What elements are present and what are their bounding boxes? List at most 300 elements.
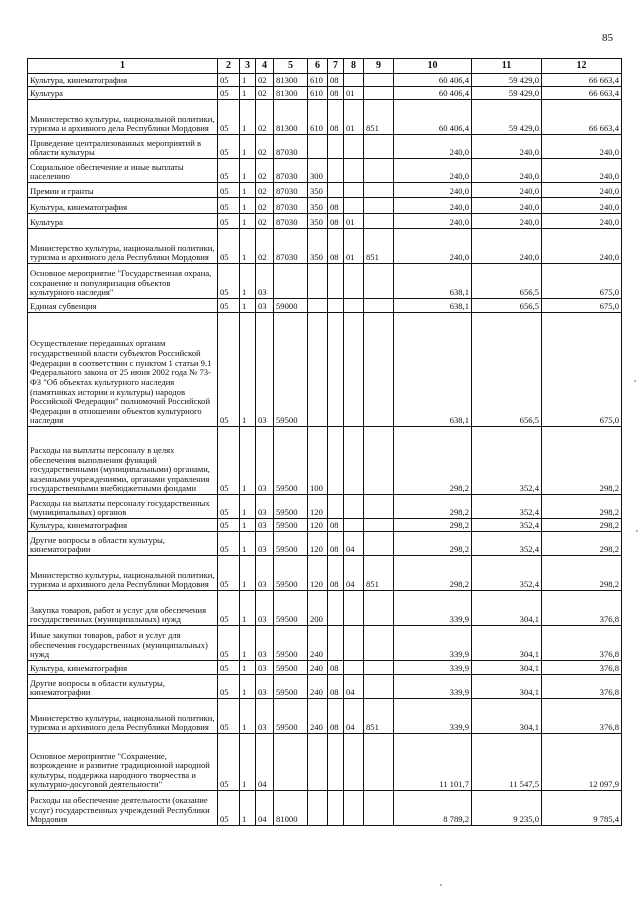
code-cell xyxy=(364,313,394,427)
code-cell xyxy=(328,427,344,495)
row-name-cell: Министерство культуры, национальной политики, туризма и архивного дела Республики Мордовия xyxy=(28,229,218,264)
table-row xyxy=(28,427,622,495)
amount-cell: 376,8 xyxy=(542,661,622,675)
amount-cell: 59 429,0 xyxy=(472,100,542,135)
code-cell xyxy=(364,661,394,675)
table-row xyxy=(28,159,622,183)
code-cell: 1 xyxy=(240,519,256,532)
code-cell xyxy=(364,626,394,661)
row-name-cell: Основное мероприятие "Сохранение, возрождение и развитие традиционной народной культуры, поддержка народного творчества и культурно-досуговой деятельности" xyxy=(28,734,218,791)
code-cell xyxy=(328,159,344,183)
code-cell: 02 xyxy=(256,159,274,183)
amount-cell: 298,2 xyxy=(542,556,622,591)
row-name-cell: Культура, кинематография xyxy=(28,661,218,675)
code-cell: 350 xyxy=(308,214,328,229)
code-cell: 03 xyxy=(256,556,274,591)
code-cell xyxy=(328,313,344,427)
table-row xyxy=(28,661,622,675)
code-cell: 08 xyxy=(328,532,344,556)
code-cell: 851 xyxy=(364,556,394,591)
amount-cell: 66 663,4 xyxy=(542,87,622,100)
code-cell: 1 xyxy=(240,214,256,229)
table-row xyxy=(28,699,622,734)
code-cell: 05 xyxy=(218,198,240,214)
amount-cell: 60 406,4 xyxy=(394,87,472,100)
row-name-cell: Расходы на выплаты персоналу государственных (муниципальных) органов xyxy=(28,495,218,519)
amount-cell: 240,0 xyxy=(472,214,542,229)
column-header: 6 xyxy=(308,59,328,74)
code-cell: 08 xyxy=(328,519,344,532)
row-name-cell: Министерство культуры, национальной политики, туризма и архивного дела Республики Мордовия xyxy=(28,100,218,135)
code-cell: 05 xyxy=(218,699,240,734)
scan-speck xyxy=(440,884,442,886)
code-cell xyxy=(364,183,394,198)
code-cell xyxy=(344,519,364,532)
table-row xyxy=(28,734,622,791)
amount-cell: 376,8 xyxy=(542,626,622,661)
code-cell: 05 xyxy=(218,532,240,556)
code-cell: 1 xyxy=(240,183,256,198)
amount-cell: 339,9 xyxy=(394,626,472,661)
amount-cell: 675,0 xyxy=(542,313,622,427)
code-cell: 851 xyxy=(364,229,394,264)
table-row xyxy=(28,791,622,826)
code-cell xyxy=(344,661,364,675)
code-cell xyxy=(344,299,364,313)
row-name-cell: Культура xyxy=(28,214,218,229)
code-cell xyxy=(344,313,364,427)
row-name-cell: Другие вопросы в области культуры, кинематографии xyxy=(28,532,218,556)
code-cell: 87030 xyxy=(274,135,308,159)
table-row xyxy=(28,626,622,661)
code-cell: 59500 xyxy=(274,661,308,675)
table-row xyxy=(28,229,622,264)
table-row xyxy=(28,198,622,214)
code-cell: 08 xyxy=(328,699,344,734)
code-cell: 05 xyxy=(218,734,240,791)
code-cell: 02 xyxy=(256,214,274,229)
row-name-cell: Культура xyxy=(28,87,218,100)
column-header: 5 xyxy=(274,59,308,74)
code-cell: 08 xyxy=(328,87,344,100)
code-cell: 01 xyxy=(344,214,364,229)
amount-cell: 352,4 xyxy=(472,519,542,532)
code-cell: 05 xyxy=(218,87,240,100)
code-cell: 81300 xyxy=(274,100,308,135)
amount-cell: 240,0 xyxy=(542,198,622,214)
code-cell: 1 xyxy=(240,556,256,591)
amount-cell: 339,9 xyxy=(394,699,472,734)
code-cell: 200 xyxy=(308,591,328,626)
row-name-cell: Социальное обеспечение и иные выплаты населению xyxy=(28,159,218,183)
amount-cell: 339,9 xyxy=(394,661,472,675)
code-cell: 1 xyxy=(240,734,256,791)
code-cell: 03 xyxy=(256,427,274,495)
code-cell: 851 xyxy=(364,100,394,135)
row-name-cell: Другие вопросы в области культуры, кинематографии xyxy=(28,675,218,699)
budget-table xyxy=(27,58,622,826)
code-cell: 59500 xyxy=(274,313,308,427)
row-name-cell: Расходы на обеспечение деятельности (оказание услуг) государственных учреждений Республики Мордовия xyxy=(28,791,218,826)
code-cell: 03 xyxy=(256,661,274,675)
code-cell: 05 xyxy=(218,74,240,87)
code-cell: 59500 xyxy=(274,495,308,519)
table-row xyxy=(28,675,622,699)
code-cell: 59500 xyxy=(274,626,308,661)
code-cell: 03 xyxy=(256,495,274,519)
code-cell xyxy=(328,183,344,198)
code-cell: 300 xyxy=(308,159,328,183)
code-cell: 1 xyxy=(240,229,256,264)
amount-cell: 240,0 xyxy=(472,198,542,214)
amount-cell: 638,1 xyxy=(394,313,472,427)
code-cell: 08 xyxy=(328,214,344,229)
table-row xyxy=(28,495,622,519)
code-cell xyxy=(308,135,328,159)
amount-cell: 376,8 xyxy=(542,675,622,699)
code-cell xyxy=(344,591,364,626)
table-row xyxy=(28,214,622,229)
row-name-cell: Культура, кинематография xyxy=(28,74,218,87)
code-cell xyxy=(364,734,394,791)
amount-cell: 304,1 xyxy=(472,591,542,626)
code-cell: 05 xyxy=(218,264,240,299)
code-cell: 01 xyxy=(344,100,364,135)
amount-cell: 240,0 xyxy=(542,183,622,198)
amount-cell: 59 429,0 xyxy=(472,87,542,100)
code-cell xyxy=(364,427,394,495)
code-cell: 59500 xyxy=(274,699,308,734)
code-cell: 03 xyxy=(256,532,274,556)
code-cell: 05 xyxy=(218,427,240,495)
row-name-cell: Осуществление переданных органам государственной власти субъектов Российской Федерации в соответствии с пунктом 1 статьи 9.1 Федерального закона от 25 июня 2002 года № 73-ФЗ "Об объектах культурного наследия (памятниках истории и культуры) народов Российской Федерации" полномочий Российской Федерации в отношении объектов культурного наследия xyxy=(28,313,218,427)
column-header: 7 xyxy=(328,59,344,74)
code-cell: 87030 xyxy=(274,229,308,264)
table-row xyxy=(28,87,622,100)
scan-speck xyxy=(636,530,638,532)
amount-cell: 298,2 xyxy=(394,495,472,519)
amount-cell: 638,1 xyxy=(394,299,472,313)
code-cell: 05 xyxy=(218,591,240,626)
table-row xyxy=(28,591,622,626)
code-cell: 610 xyxy=(308,100,328,135)
code-cell: 01 xyxy=(344,87,364,100)
table-row xyxy=(28,556,622,591)
amount-cell: 11 101,7 xyxy=(394,734,472,791)
code-cell xyxy=(308,734,328,791)
code-cell xyxy=(328,495,344,519)
code-cell xyxy=(308,299,328,313)
code-cell: 05 xyxy=(218,183,240,198)
code-cell xyxy=(364,159,394,183)
amount-cell: 240,0 xyxy=(394,135,472,159)
row-name-cell: Закупка товаров, работ и услуг для обеспечения государственных (муниципальных) нужд xyxy=(28,591,218,626)
code-cell xyxy=(364,675,394,699)
amount-cell: 656,5 xyxy=(472,299,542,313)
amount-cell: 298,2 xyxy=(542,519,622,532)
code-cell: 05 xyxy=(218,495,240,519)
amount-cell: 240,0 xyxy=(472,159,542,183)
amount-cell: 240,0 xyxy=(472,229,542,264)
code-cell: 120 xyxy=(308,532,328,556)
code-cell xyxy=(364,519,394,532)
code-cell xyxy=(344,198,364,214)
code-cell: 1 xyxy=(240,135,256,159)
code-cell xyxy=(364,135,394,159)
code-cell: 05 xyxy=(218,675,240,699)
table-row xyxy=(28,135,622,159)
code-cell: 04 xyxy=(344,556,364,591)
code-cell: 04 xyxy=(256,791,274,826)
code-cell: 05 xyxy=(218,100,240,135)
amount-cell: 352,4 xyxy=(472,532,542,556)
amount-cell: 60 406,4 xyxy=(394,100,472,135)
amount-cell: 60 406,4 xyxy=(394,74,472,87)
code-cell: 1 xyxy=(240,159,256,183)
row-name-cell: Культура, кинематография xyxy=(28,198,218,214)
amount-cell: 638,1 xyxy=(394,264,472,299)
code-cell: 120 xyxy=(308,495,328,519)
amount-cell: 240,0 xyxy=(394,214,472,229)
code-cell: 1 xyxy=(240,495,256,519)
code-cell: 240 xyxy=(308,661,328,675)
column-header: 4 xyxy=(256,59,274,74)
amount-cell: 240,0 xyxy=(542,159,622,183)
code-cell: 59000 xyxy=(274,299,308,313)
code-cell: 01 xyxy=(344,229,364,264)
amount-cell: 9 235,0 xyxy=(472,791,542,826)
code-cell: 03 xyxy=(256,264,274,299)
code-cell xyxy=(344,74,364,87)
code-cell xyxy=(344,135,364,159)
amount-cell: 59 429,0 xyxy=(472,74,542,87)
code-cell: 05 xyxy=(218,214,240,229)
code-cell: 05 xyxy=(218,626,240,661)
code-cell xyxy=(364,495,394,519)
amount-cell: 9 785,4 xyxy=(542,791,622,826)
code-cell xyxy=(364,87,394,100)
amount-cell: 304,1 xyxy=(472,626,542,661)
code-cell: 02 xyxy=(256,100,274,135)
code-cell xyxy=(364,214,394,229)
code-cell xyxy=(274,264,308,299)
code-cell: 59500 xyxy=(274,519,308,532)
column-header: 12 xyxy=(542,59,622,74)
code-cell: 1 xyxy=(240,699,256,734)
amount-cell: 304,1 xyxy=(472,699,542,734)
table-row xyxy=(28,264,622,299)
row-name-cell: Проведение централизованных мероприятий в области культуры xyxy=(28,135,218,159)
code-cell: 04 xyxy=(344,699,364,734)
code-cell: 1 xyxy=(240,198,256,214)
amount-cell: 675,0 xyxy=(542,299,622,313)
code-cell: 851 xyxy=(364,699,394,734)
column-header: 1 xyxy=(28,59,218,74)
code-cell: 03 xyxy=(256,626,274,661)
code-cell xyxy=(364,74,394,87)
amount-cell: 339,9 xyxy=(394,591,472,626)
amount-cell: 240,0 xyxy=(542,214,622,229)
column-header: 2 xyxy=(218,59,240,74)
code-cell: 87030 xyxy=(274,159,308,183)
table-row xyxy=(28,532,622,556)
column-header: 8 xyxy=(344,59,364,74)
code-cell: 240 xyxy=(308,675,328,699)
amount-cell: 298,2 xyxy=(542,495,622,519)
code-cell: 1 xyxy=(240,675,256,699)
amount-cell: 656,5 xyxy=(472,264,542,299)
table-body xyxy=(28,74,622,826)
table-row xyxy=(28,299,622,313)
code-cell: 240 xyxy=(308,699,328,734)
code-cell: 02 xyxy=(256,198,274,214)
code-cell: 08 xyxy=(328,675,344,699)
code-cell: 100 xyxy=(308,427,328,495)
code-cell xyxy=(344,626,364,661)
code-cell: 120 xyxy=(308,519,328,532)
code-cell xyxy=(364,591,394,626)
code-cell: 120 xyxy=(308,556,328,591)
code-cell: 02 xyxy=(256,135,274,159)
code-cell: 04 xyxy=(256,734,274,791)
amount-cell: 240,0 xyxy=(472,135,542,159)
code-cell: 05 xyxy=(218,135,240,159)
code-cell: 1 xyxy=(240,264,256,299)
row-name-cell: Культура, кинематография xyxy=(28,519,218,532)
amount-cell: 376,8 xyxy=(542,591,622,626)
column-header: 11 xyxy=(472,59,542,74)
amount-cell: 11 547,5 xyxy=(472,734,542,791)
code-cell xyxy=(328,135,344,159)
amount-cell: 304,1 xyxy=(472,675,542,699)
code-cell: 59500 xyxy=(274,427,308,495)
code-cell xyxy=(364,299,394,313)
code-cell xyxy=(344,264,364,299)
code-cell xyxy=(308,791,328,826)
amount-cell: 339,9 xyxy=(394,675,472,699)
code-cell: 08 xyxy=(328,229,344,264)
code-cell: 05 xyxy=(218,229,240,264)
amount-cell: 298,2 xyxy=(542,532,622,556)
code-cell xyxy=(328,591,344,626)
row-name-cell: Министерство культуры, национальной политики, туризма и архивного дела Республики Мордовия xyxy=(28,556,218,591)
code-cell: 05 xyxy=(218,313,240,427)
code-cell xyxy=(344,734,364,791)
code-cell xyxy=(308,264,328,299)
row-name-cell: Единая субвенция xyxy=(28,299,218,313)
amount-cell: 12 097,9 xyxy=(542,734,622,791)
amount-cell: 240,0 xyxy=(394,159,472,183)
code-cell: 03 xyxy=(256,699,274,734)
code-cell: 87030 xyxy=(274,198,308,214)
code-cell: 81300 xyxy=(274,74,308,87)
code-cell: 350 xyxy=(308,198,328,214)
code-cell xyxy=(364,264,394,299)
amount-cell: 240,0 xyxy=(472,183,542,198)
code-cell: 05 xyxy=(218,791,240,826)
code-cell: 03 xyxy=(256,675,274,699)
code-cell: 05 xyxy=(218,556,240,591)
code-cell: 1 xyxy=(240,427,256,495)
code-cell: 08 xyxy=(328,198,344,214)
code-cell xyxy=(328,734,344,791)
table-row xyxy=(28,100,622,135)
code-cell: 08 xyxy=(328,661,344,675)
amount-cell: 240,0 xyxy=(394,198,472,214)
table-row xyxy=(28,183,622,198)
amount-cell: 240,0 xyxy=(394,183,472,198)
code-cell xyxy=(364,532,394,556)
column-header: 3 xyxy=(240,59,256,74)
amount-cell: 66 663,4 xyxy=(542,74,622,87)
row-name-cell: Основное мероприятие "Государственная охрана, сохранение и популяризация объектов культурного наследия" xyxy=(28,264,218,299)
code-cell: 240 xyxy=(308,626,328,661)
code-cell xyxy=(344,159,364,183)
amount-cell: 240,0 xyxy=(394,229,472,264)
code-cell: 1 xyxy=(240,626,256,661)
code-cell xyxy=(344,791,364,826)
code-cell: 05 xyxy=(218,661,240,675)
code-cell xyxy=(308,313,328,427)
code-cell: 03 xyxy=(256,519,274,532)
code-cell: 1 xyxy=(240,313,256,427)
amount-cell: 298,2 xyxy=(394,427,472,495)
code-cell: 610 xyxy=(308,74,328,87)
code-cell: 350 xyxy=(308,183,328,198)
code-cell xyxy=(328,264,344,299)
row-name-cell: Расходы на выплаты персоналу в целях обеспечения выполнения функций государственными (муниципальными) органами, казенными учреждениями, органами управления государственными внебюджетными фондами xyxy=(28,427,218,495)
code-cell: 08 xyxy=(328,100,344,135)
amount-cell: 352,4 xyxy=(472,556,542,591)
code-cell: 350 xyxy=(308,229,328,264)
code-cell: 03 xyxy=(256,591,274,626)
table-row xyxy=(28,519,622,532)
amount-cell: 376,8 xyxy=(542,699,622,734)
code-cell xyxy=(344,495,364,519)
code-cell xyxy=(328,299,344,313)
code-cell xyxy=(274,734,308,791)
amount-cell: 66 663,4 xyxy=(542,100,622,135)
table-row xyxy=(28,74,622,87)
code-cell: 1 xyxy=(240,532,256,556)
amount-cell: 298,2 xyxy=(394,532,472,556)
code-cell: 59500 xyxy=(274,556,308,591)
amount-cell: 675,0 xyxy=(542,264,622,299)
amount-cell: 298,2 xyxy=(542,427,622,495)
code-cell: 59500 xyxy=(274,532,308,556)
amount-cell: 298,2 xyxy=(394,556,472,591)
code-cell: 81000 xyxy=(274,791,308,826)
row-name-cell: Министерство культуры, национальной политики, туризма и архивного дела Республики Мордовия xyxy=(28,699,218,734)
code-cell: 1 xyxy=(240,74,256,87)
code-cell: 02 xyxy=(256,87,274,100)
code-cell: 81300 xyxy=(274,87,308,100)
code-cell: 02 xyxy=(256,74,274,87)
code-cell: 02 xyxy=(256,183,274,198)
code-cell xyxy=(344,183,364,198)
code-cell: 1 xyxy=(240,661,256,675)
amount-cell: 656,5 xyxy=(472,313,542,427)
code-cell xyxy=(364,198,394,214)
code-cell: 610 xyxy=(308,87,328,100)
amount-cell: 8 789,2 xyxy=(394,791,472,826)
code-cell: 59500 xyxy=(274,591,308,626)
code-cell: 1 xyxy=(240,299,256,313)
code-cell: 05 xyxy=(218,159,240,183)
code-cell xyxy=(364,791,394,826)
code-cell xyxy=(344,427,364,495)
row-name-cell: Премии и гранты xyxy=(28,183,218,198)
